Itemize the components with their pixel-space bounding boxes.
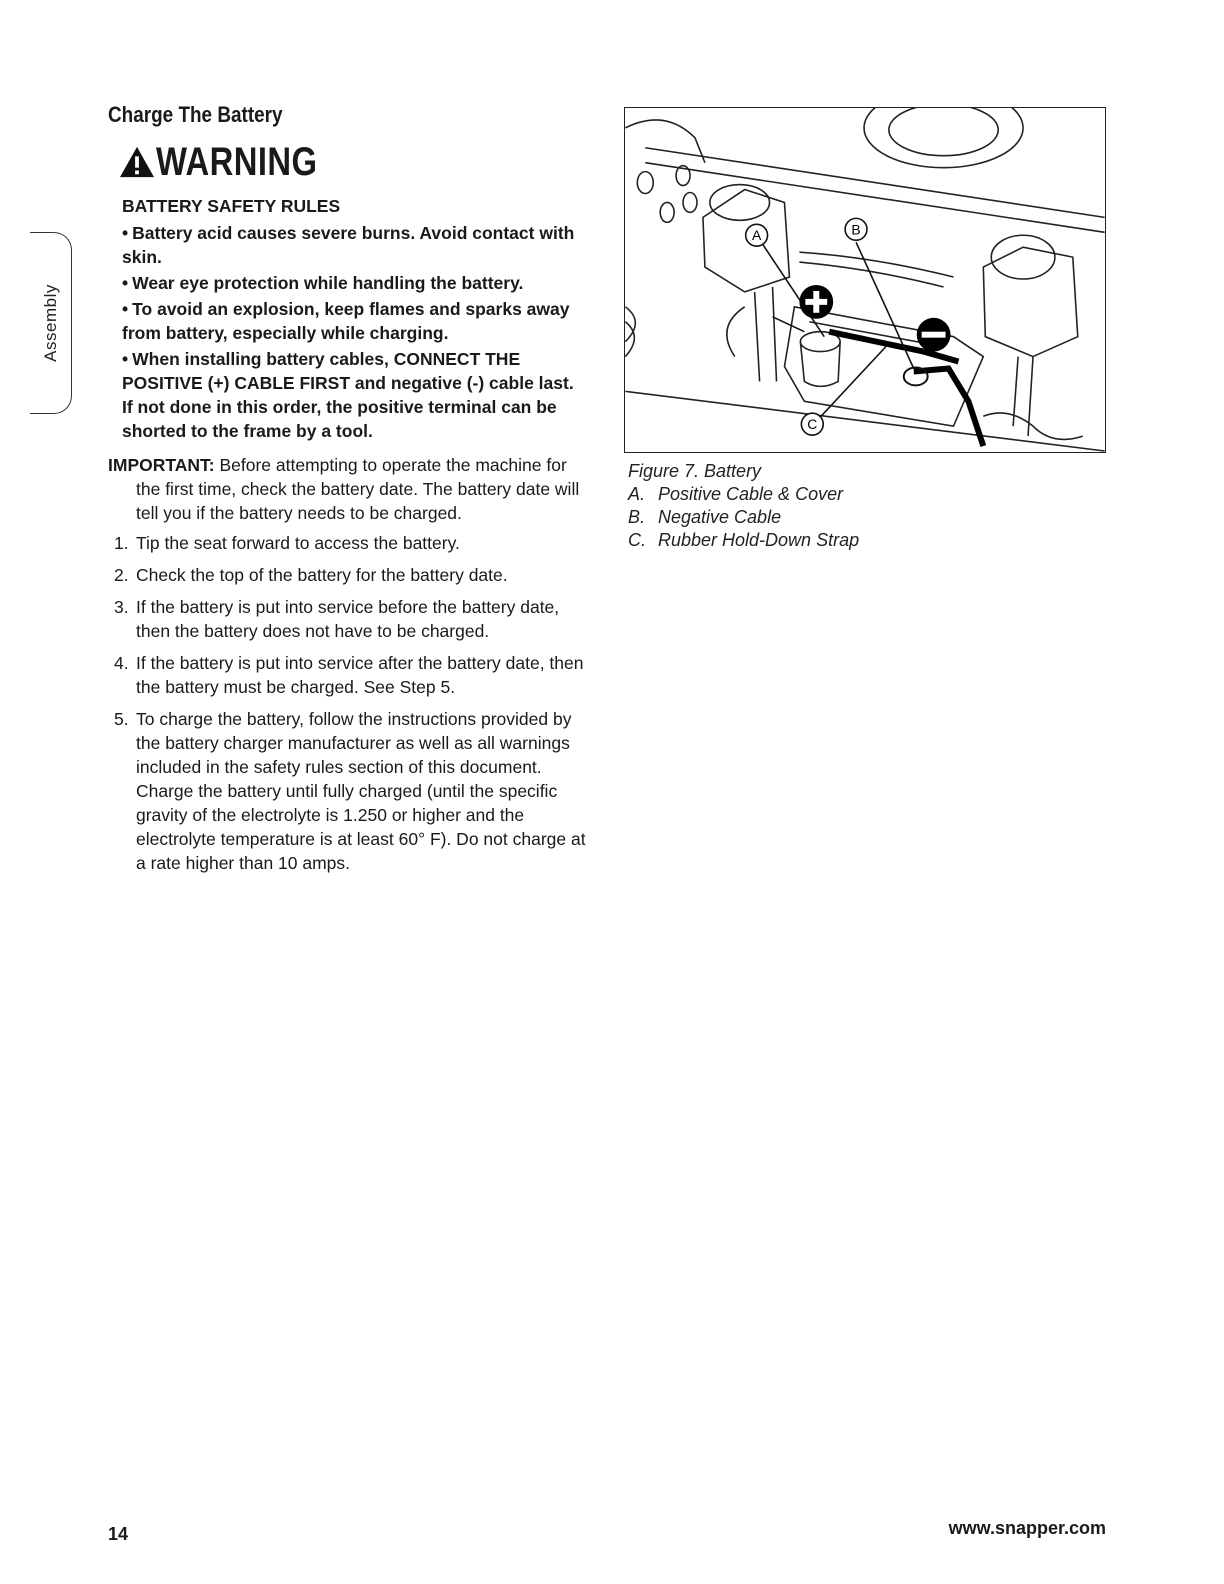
step-number: 3. [114, 597, 129, 617]
rule-item [122, 271, 582, 295]
step-text: If the battery is put into service after the battery date, then the battery must be charged. See Step 5. [136, 653, 584, 697]
page-number: 14 [108, 1524, 129, 1544]
step-number: 1. [114, 533, 129, 553]
legend-text: Rubber Hold-Down Strap [658, 530, 860, 550]
legend-item [628, 529, 859, 552]
list-item [108, 595, 588, 643]
step-number: 4. [114, 653, 129, 673]
warning-header [118, 138, 588, 186]
rule-text: When installing battery cables, CONNECT THE POSITIVE (+) CABLE FIRST and negative (-) cable last. If not done in this order, the positive terminal can be shorted to the frame by a tool. [122, 349, 574, 441]
figure-caption [628, 460, 859, 552]
legend-key: B. [628, 507, 646, 527]
bullet-glyph: • [122, 299, 129, 319]
legend-key: A. [628, 484, 646, 504]
rules-title: BATTERY SAFETY RULES [122, 196, 341, 216]
section-side-tab [30, 232, 72, 414]
rule-item [122, 297, 582, 345]
bullet-glyph: • [122, 349, 129, 369]
battery-illustration [625, 108, 1105, 452]
section-title: Charge The Battery [108, 102, 283, 127]
bullet-glyph: • [122, 273, 129, 293]
rule-text: Wear eye protection while handling the battery. [132, 273, 524, 293]
legend-text: Positive Cable & Cover [658, 484, 844, 504]
callout-b-label: B [851, 221, 861, 238]
step-number: 5. [114, 709, 129, 729]
callout-c-label: C [807, 416, 818, 433]
callout-a-label: A [751, 227, 762, 244]
list-item [108, 563, 588, 587]
step-text: Check the top of the battery for the battery date. [136, 565, 508, 585]
rule-text: Battery acid causes severe burns. Avoid contact with skin. [122, 223, 575, 267]
bullet-glyph: • [122, 223, 129, 243]
steps-list [108, 531, 588, 875]
warning-title: WARNING [156, 139, 318, 184]
step-number: 2. [114, 565, 129, 585]
main-column [108, 102, 588, 883]
warning-triangle-icon [118, 145, 156, 179]
side-tab-label: Assembly [40, 284, 60, 362]
legend-key: C. [628, 530, 646, 550]
rule-item [122, 347, 582, 443]
list-item [108, 707, 588, 875]
important-label: IMPORTANT: [108, 455, 215, 475]
battery-figure [624, 107, 1106, 453]
list-item [108, 651, 588, 699]
important-note [108, 453, 588, 525]
legend-item [628, 483, 859, 506]
step-text: To charge the battery, follow the instructions provided by the battery charger manufacturer as well as all warnings included in the safety rules section of this document. Charge the battery until fully charged (until the specific gravity of the electrolyte is 1.250 or higher and the electrolyte temperature is at least 60° F). Do not charge at a rate higher than 10 amps. [136, 709, 586, 873]
step-text: If the battery is put into service before the battery date, then the battery does not have to be charged. [136, 597, 560, 641]
rule-text: To avoid an explosion, keep flames and sparks away from battery, especially while charging. [122, 299, 570, 343]
caption-title: Figure 7. Battery [628, 461, 762, 481]
legend-item [628, 506, 859, 529]
website-url: www.snapper.com [948, 1518, 1106, 1538]
legend-text: Negative Cable [658, 507, 782, 527]
safety-rules [122, 196, 582, 443]
important-text: Before attempting to operate the machine for the first time, check the battery date. The battery date will tell you if the battery needs to be charged. [136, 455, 580, 523]
list-item [108, 531, 588, 555]
step-text: Tip the seat forward to access the battery. [136, 533, 460, 553]
rule-item [122, 221, 582, 269]
